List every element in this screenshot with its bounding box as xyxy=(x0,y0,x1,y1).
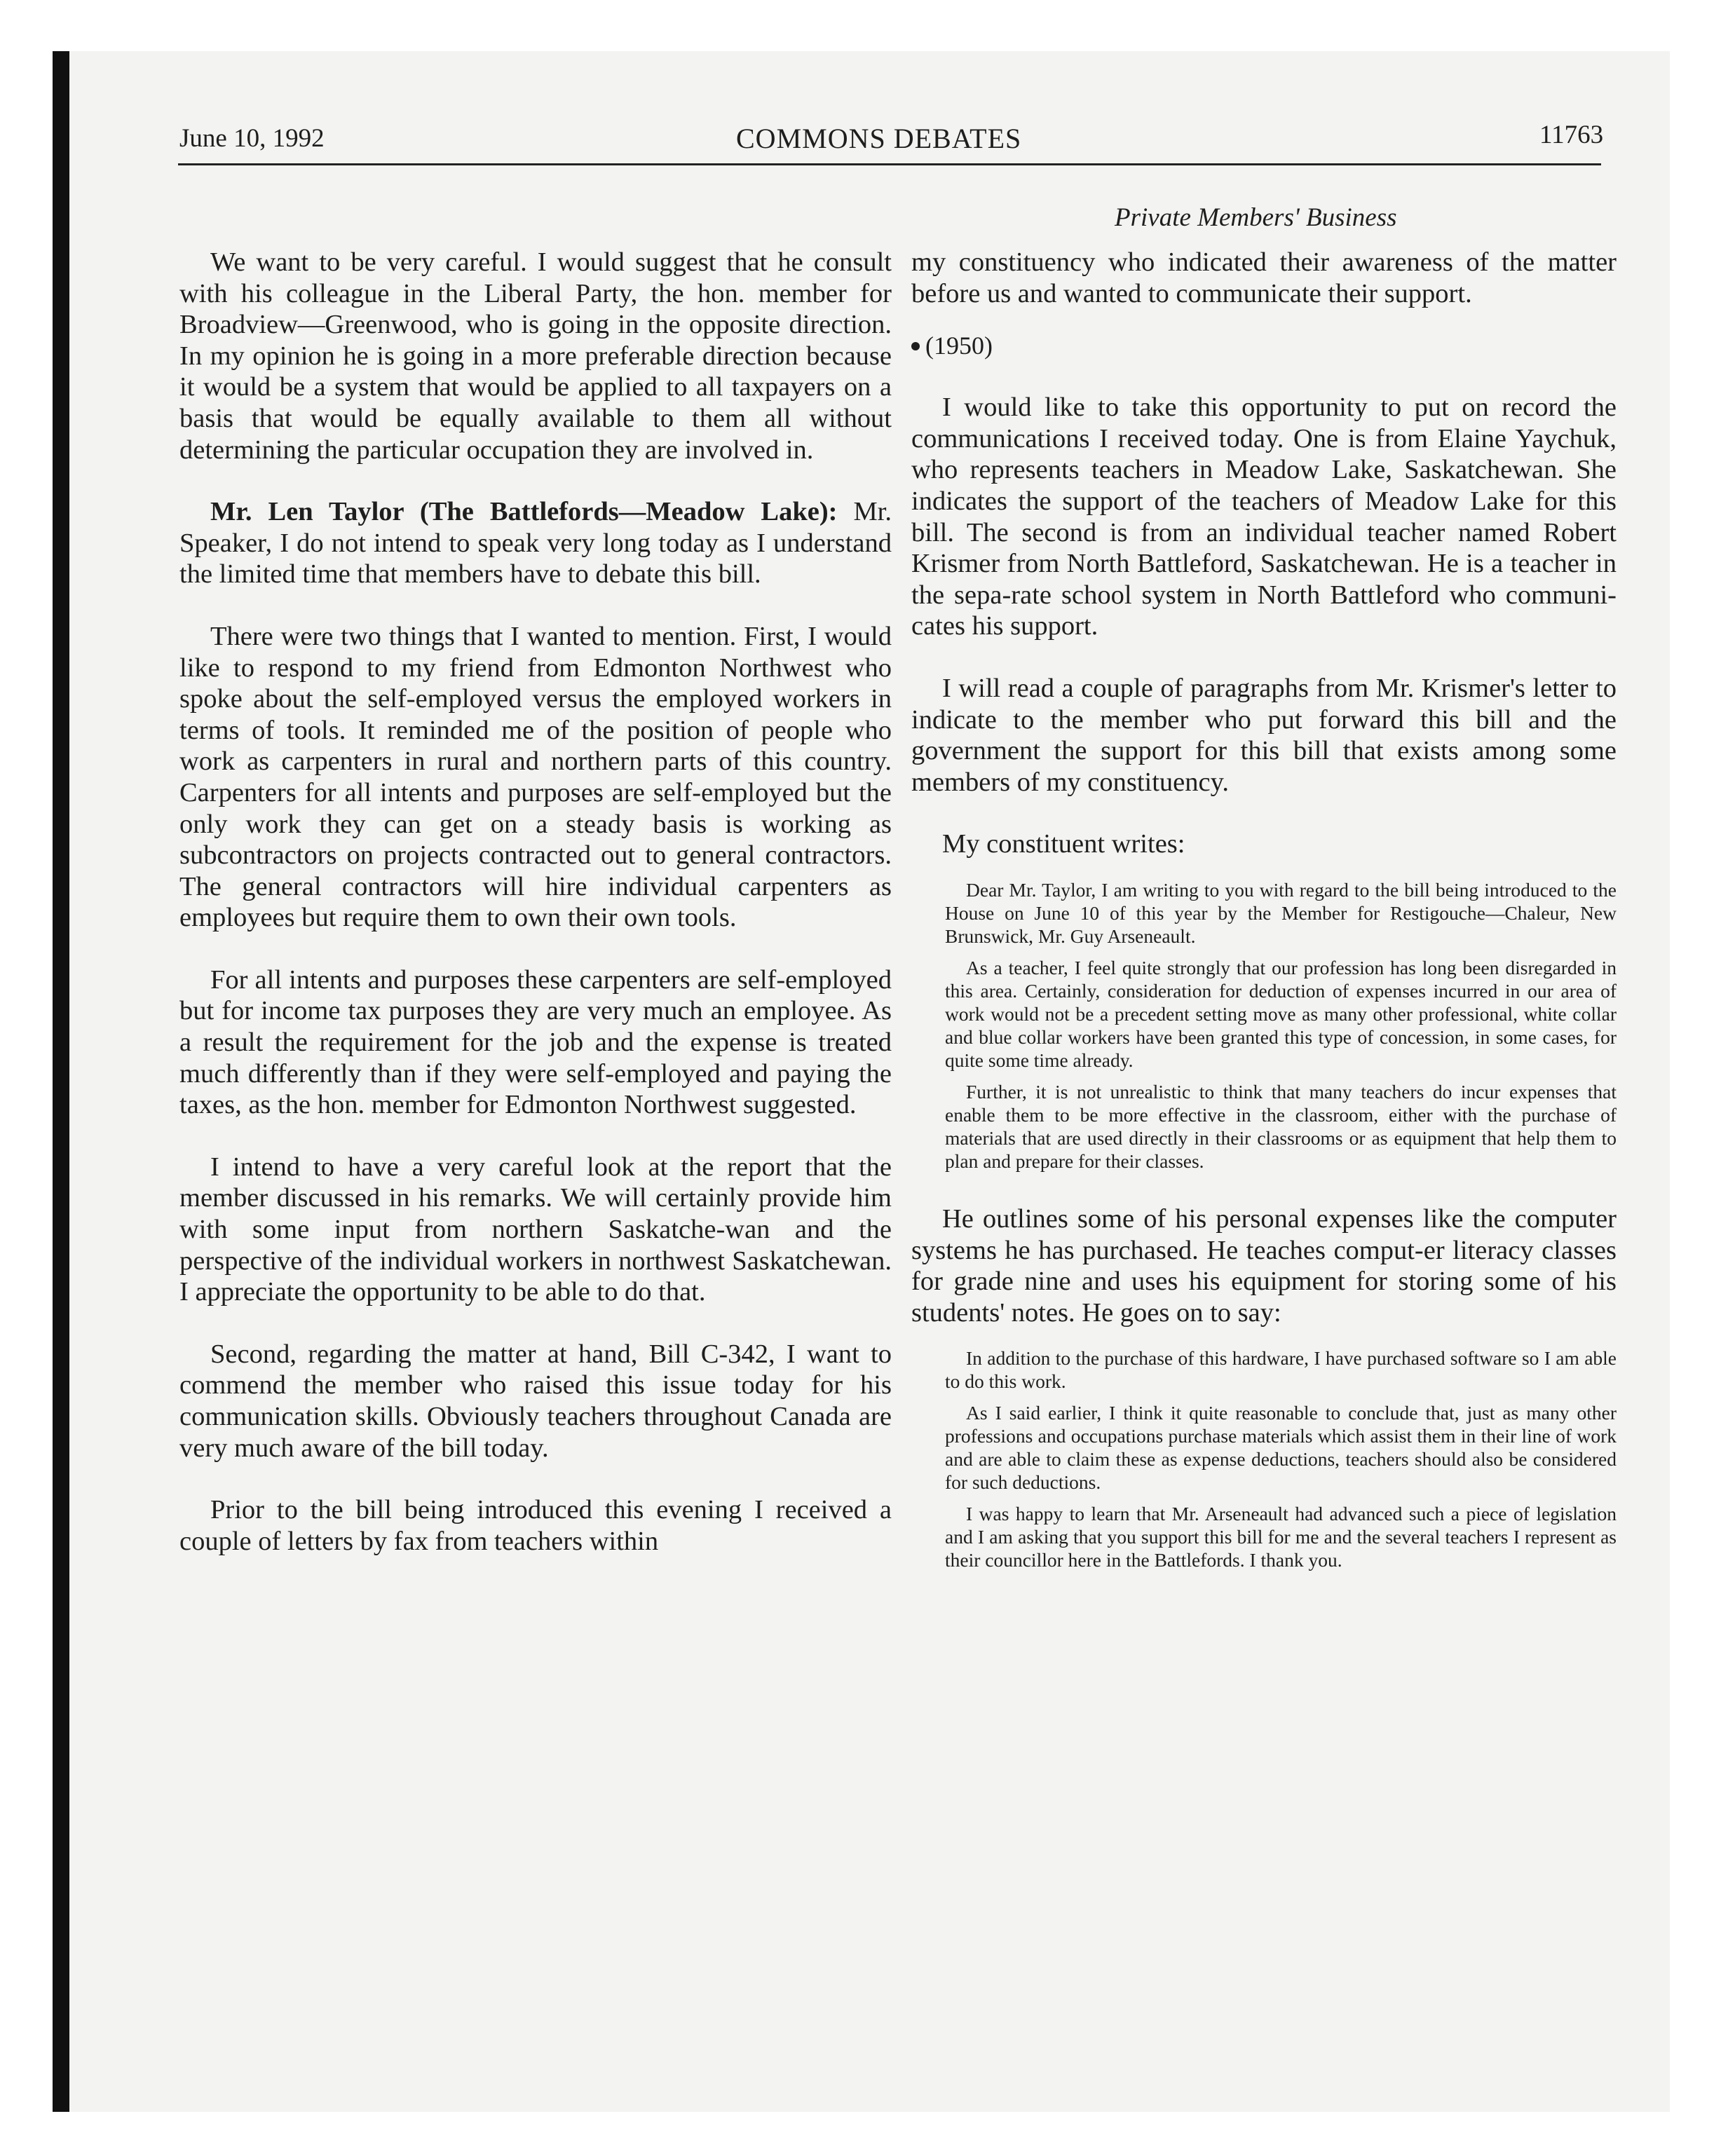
paragraph: He outlines some of his personal expenses like the computer systems he has purchased. He teaches comput-er literacy classes for grade nine and uses his equipment for storing some of his students' notes. He goes on to say: xyxy=(911,1203,1617,1328)
letter-quote: I was happy to learn that Mr. Arseneault had advanced such a piece of legislation and I am asking that you support this bill for me and the several teachers I represent as their councillor here in the Battlefords. I thank you. xyxy=(945,1503,1617,1571)
header-rule xyxy=(178,163,1601,165)
header-page-number: 11763 xyxy=(1539,121,1604,149)
letter-quote: In addition to the purchase of this hardware, I have purchased software so I am able to do this work. xyxy=(945,1347,1617,1393)
scan-edge-shadow xyxy=(53,51,69,2112)
letter-quote: Further, it is not unrealistic to think that many teachers do incur expenses that enable them to be more effective in the classroom, either with the purchase of materials that are used directly in their classrooms or as equipment that help them to plan and prepare for their classes. xyxy=(945,1080,1617,1172)
bullet-icon xyxy=(911,342,920,350)
paragraph: There were two things that I wanted to mention. First, I would like to respond to my friend from Edmonton Northwest who spoke about the self-employed versus the employed workers in terms of tools. It reminded me of the position of people who work as carpenters in rural and northern parts of this country. Carpenters for all intents and purposes are self-employed but the only work they can get on a steady basis is working as subcontractors on projects contracted out to general contractors. The general contractors will hire individual carpenters as employees but require them to own their own tools. xyxy=(179,621,892,933)
header-title: COMMONS DEBATES xyxy=(736,123,1022,154)
paragraph xyxy=(179,496,892,590)
right-column xyxy=(911,247,1617,1571)
letter-quote: Dear Mr. Taylor, I am writing to you with regard to the bill being introduced to the House on June 10 of this year by the Member for Restigouche—Chaleur, New Brunswick, Mr. Guy Arseneault. xyxy=(945,878,1617,947)
paragraph: I intend to have a very careful look at the report that the member discussed in his remarks. We will certainly provide him with some input from northern Saskatche-wan and the perspective of the individual workers in northwest Saskatchewan. I appreciate the opportunity to be able to do that. xyxy=(179,1152,892,1307)
paragraph: For all intents and purposes these carpenters are self-employed but for income tax purposes they are very much an employee. As a result the requirement for the job and the expense is treated much differently than if they were self-employed and paying the taxes, as the hon. member for Edmonton Northwest suggested. xyxy=(179,964,892,1120)
paragraph: Second, regarding the matter at hand, Bill C-342, I want to commend the member who raised this issue today for his communication skills. Obviously teachers throughout Canada are very much aware of the bill today. xyxy=(179,1339,892,1463)
letter-quote: As I said earlier, I think it quite reasonable to conclude that, just as many other professions and occupations purchase materials which assist them in their line of work and are able to claim these as expense deductions, teachers should also be considered for such deductions. xyxy=(945,1402,1617,1494)
paragraph: Prior to the bill being introduced this evening I received a couple of letters by fax from teachers within xyxy=(179,1495,892,1556)
left-column xyxy=(179,247,892,1557)
paragraph: I would like to take this opportunity to put on record the communications I received today. One is from Elaine Yaychuk, who represents teachers in Meadow Lake, Saskatchewan. She indicates the support of the teachers of Meadow Lake for this bill. The second is from an individual teacher named Robert Krismer from North Battleford, Saskatchewan. He is a teacher in the sepa-rate school system in North Battleford who communi-cates his support. xyxy=(911,393,1617,641)
speaker-name: Mr. Len Taylor (The Battlefords—Meadow Lake): xyxy=(210,497,838,527)
paragraph: My constituent writes: xyxy=(942,829,1185,859)
section-heading: Private Members' Business xyxy=(1115,203,1397,232)
paragraph-text: Mr. Speaker, I do not intend to speak very long today as I understand the limited time that members have to debate this bill. xyxy=(179,497,892,589)
paragraph: my constituency who indicated their awareness of the matter before us and wanted to communicate their support. xyxy=(911,247,1617,308)
header-date: June 10, 1992 xyxy=(179,124,325,153)
time-marker: (1950) xyxy=(911,330,1617,361)
paragraph: I will read a couple of paragraphs from Mr. Krismer's letter to indicate to the member who put forward this bill and the government the support for this bill that exists among some members of my constituency. xyxy=(911,673,1617,797)
paragraph: We want to be very careful. I would suggest that he consult with his colleague in the Liberal Party, the hon. member for Broadview—Greenwood, who is going in the opposite direction. In my opinion he is going in a more preferable direction because it would be a system that would be applied to all taxpayers on a basis that would be equally available to them all without determining the particular occupation they are involved in. xyxy=(179,247,892,465)
letter-quote: As a teacher, I feel quite strongly that our profession has long been disregarded in this area. Certainly, consideration for deduction of expenses incurred in our area of work would not be a precedent setting move as many other professional, white collar and blue collar workers have been granted this type of concession, in some cases, for quite some time already. xyxy=(945,956,1617,1071)
